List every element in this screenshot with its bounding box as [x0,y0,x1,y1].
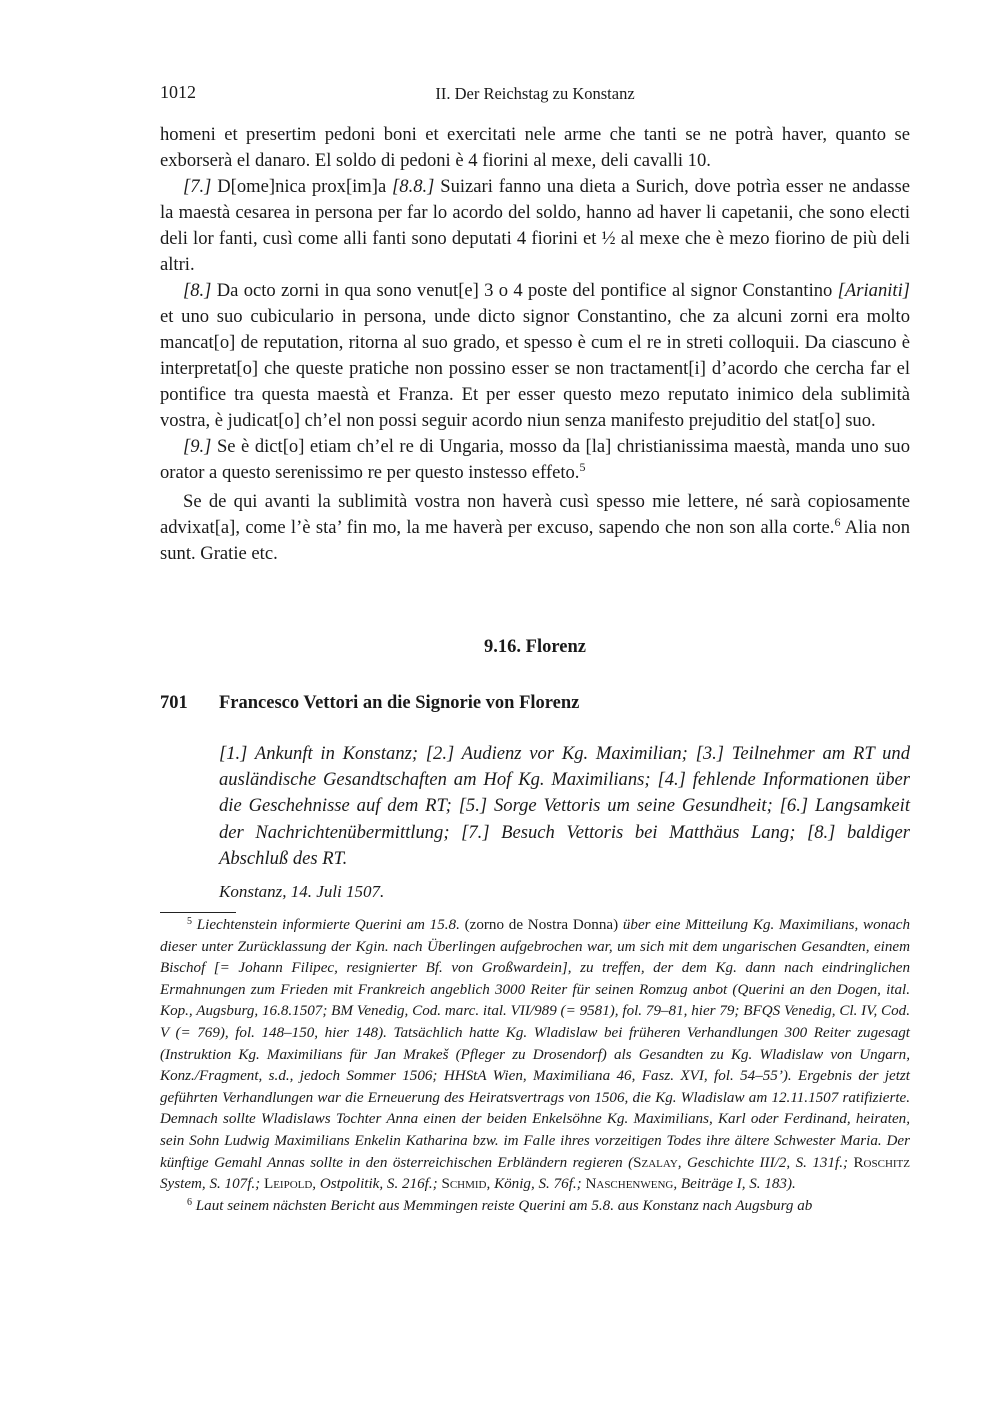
author-name: Roschitz [853,1154,910,1171]
paragraph-7 [160,174,910,278]
footnotes [160,915,910,1217]
footnote-text: über eine Mitteilung Kg. Maximilians, wonach dieser unter Zurücklassung der Kgin. nach Überlingen aufgebrochen war, um sich mit dem ungarischen Gesandten, einem Bischof [= Johann Filipec, resignierter Bf. von Großwardein], zu treffen, der dem Kg. dann nach eindringlichen Ermahnungen zum Frieden mit Frankreich angeblich 3000 Reiter für seinen Romzug anbot (Querini an den Dogen, ital. Kop., Augsburg, 16.8.1507; BM Venedig, Cod. marc. ital. VII/989 (= 9581), fol. 79–81, hier 79; BFQS Venedig, Cl. IV, Cod. V (= 769), fol. 148–150, hier 148). Tatsächlich hatte Kg. Wladislaw bei früheren Verhandlungen 300 Reiter zugesagt (Instruktion Kg. Maximilians für Jan Mrakeš (Pfleger zu Drosendorf) als Gesandten zu Kg. Wladislaw von Ungarn, Konz./Fragment, s.d., jedoch Sommer 1506; HHStA Wien, Maximiliana 46, Fasz. XVI, fol. 54–55’). Ergebnis der jetzt geführten Verhandlungen war die Erneuerung des Heiratsvertrags von 1506, die Kg. Wladislaw am 12.11.1507 ratifizierte. Demnach sollte Wladislaws Tochter Anna einen der beiden Enkelsöhne Kg. Maximilians, Karl oder Ferdinand, heiraten, sein Sohn Ludwig Maximilians Enkelin Katharina bzw. im Falle ihres vorzeitigen Todes ihre ältere Schwester Maria. Der künftige Gemahl Annas sollte in den österreichischen Erbländern regieren ( [160,917,910,1171]
paragraph-text: Se de qui avanti la sublimità vostra non haverà cusì spesso mie lettere, né sarà copiosamente advixat[a], come l’è sta’ fin mo, la me haverà per excuso, sapendo che non son alla corte. [160,491,910,538]
document-number: 701 [160,693,188,713]
footnote-number: 6 [187,1196,192,1208]
footnote-text: System, S. 107f.; [160,1176,264,1193]
footnote-text: , Beiträge I, S. 183). [673,1176,796,1193]
section-marker: [9.] [183,436,212,457]
footnote-ref-6[interactable]: 6 [834,515,841,529]
paragraph-text: Alia non sunt. Gratie etc. [160,517,910,564]
footnote-5 [160,915,910,1196]
paragraph-9 [160,434,910,486]
paragraph-text: Da octo zorni in qua sono venut[e] 3 o 4 poste del pontifice al signor Constantino [211,280,838,301]
footnote-text: Liechtenstein informierte Querini am 15.8. [192,917,465,933]
footnote-ref-5[interactable]: 5 [579,460,586,474]
document-title: Francesco Vettori an die Signorie von Florenz [219,693,580,713]
running-header [160,82,910,106]
paragraph-text: Se è dict[o] etiam ch’el re di Ungaria, mosso da [la] christianissima maestà, manda uno suo orator a questo serenissimo re per questo instesso effeto. [160,436,910,483]
footnote-quote: (zorno de Nostra Donna) [464,917,619,933]
document-summary: [1.] Ankunft in Konstanz; [2.] Audienz vor Kg. Maximilian; [3.] Teilnehmer am RT und ausländische Gesandtschaften am Hof Kg. Maximilians; [4.] fehlende Informationen über die Geschehnisse auf dem RT; [5.] Sorge Vettoris um seine Gesundheit; [6.] Langsamkeit der Nachrichtenübermittlung; [7.] Besuch Vettoris bei Matthäus Lang; [8.] baldiger Abschluß des RT. [219,743,910,869]
footnote-text: , Geschichte III/2, S. 131f.; [677,1154,854,1171]
footnote-number: 5 [187,916,192,927]
section-marker: [8.] [183,280,212,301]
paragraph-text: D[ome]nica prox[im]a [211,176,393,197]
footnote-divider [160,912,236,913]
footnote-text: , König, S. 76f.; [486,1176,586,1193]
paragraph-text: et uno suo cubiculario in persona, unde dicto signor Constantino, che za alcuni zorni era molto mancat[o] de reputation, ritorna al suo grado, et spesso è cum el re in streti colloquii. Da ciascuno è interpretat[o] che queste pratiche non possino esser se non tractament[i] d’acordo che cercha far el pontifice tra questa maestà et Franza. Et per esser questo mezo reputato inimico dela sublimità vostra, è judicat[o] ch’el non possi seguir acordo niun senza manifesto prejuditio del stat[o] suo. [160,306,910,431]
paragraph [160,122,910,174]
section-marker: [7.] [183,176,212,197]
author-name: Leipold [263,1176,313,1193]
author-name: Szalay [633,1154,678,1171]
running-title: II. Der Reichstag zu Konstanz [435,84,635,103]
page-number: 1012 [160,82,196,102]
footnote-text: Laut seinem nächsten Bericht aus Memmingen reiste Querini am 5.8. aus Konstanz nach Augsburg ab [192,1197,813,1214]
body-text [160,122,910,567]
paragraph-8 [160,278,910,434]
dateline: Konstanz, 14. Juli 1507. [219,882,385,901]
paragraph-closing [160,489,910,567]
footnote-6 [160,1196,910,1218]
date-annotation: [8.8.] [392,176,435,197]
paragraph-text: Suizari fanno una dieta a Surich, dove potrìa esser ne andasse la maestà cesarea in persona per far lo acordo del soldo, hanno ad haver li capetanii, che sono electi deli lor fanti, cusì come alli fanti sono deputati 4 fiorini et ½ al mexe che è mezo fiorino de più deli altri. [160,176,910,275]
footnote-text: , Ostpolitik, S. 216f.; [312,1176,442,1193]
section-heading: 9.16. Florenz [484,637,586,657]
author-name: Schmid [441,1176,487,1193]
author-name: Naschenweng [585,1176,674,1193]
name-annotation: [Arianiti] [837,280,910,301]
paragraph-text: homeni et presertim pedoni boni et exercitati nele arme che tanti se ne potrà haver, quanto se exborserà el danaro. El soldo di pedoni è 4 fiorini al mexe, deli cavalli 10. [160,124,910,171]
